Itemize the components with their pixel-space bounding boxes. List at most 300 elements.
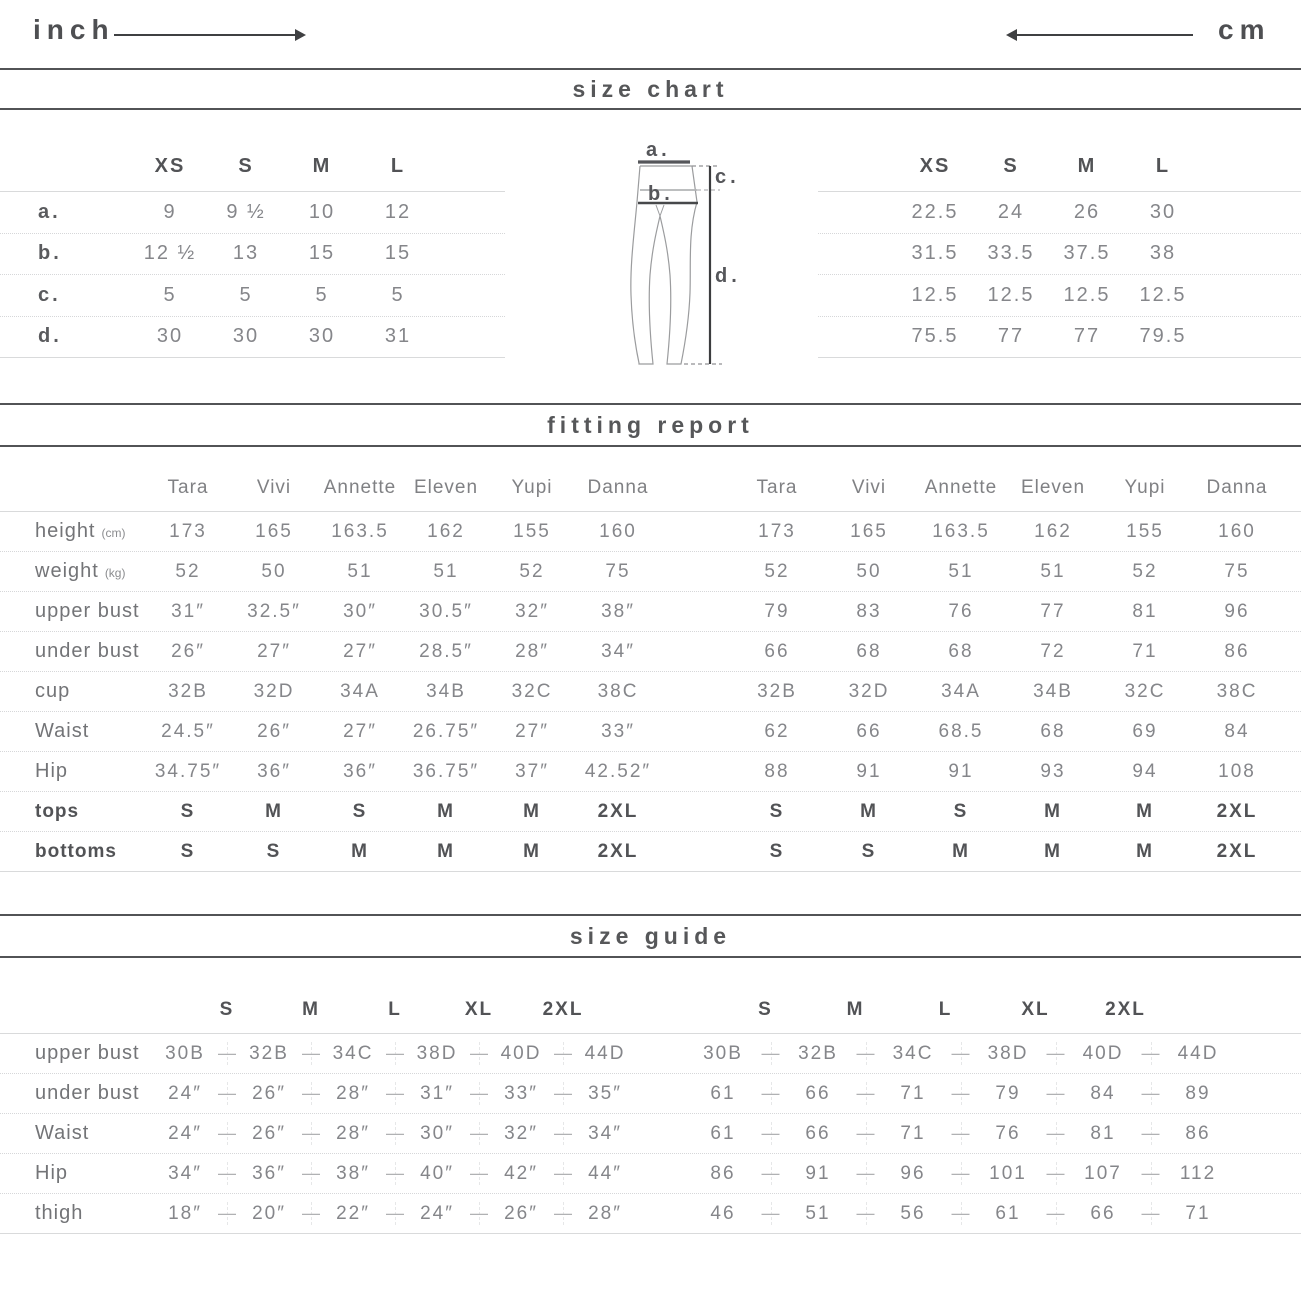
size-guide-inch-value: 30″ xyxy=(420,1122,454,1144)
range-dash xyxy=(748,1203,793,1224)
size-guide-row-label: under bust xyxy=(35,1082,140,1104)
model-name: Eleven xyxy=(413,477,479,498)
range-dash-glyph: — xyxy=(951,1163,970,1183)
fitting-report-inch-value: M xyxy=(523,840,541,862)
range-dash xyxy=(1128,1123,1173,1144)
size-guide-inch-value: 30B xyxy=(165,1042,205,1064)
fitting-report-cm-value: 66 xyxy=(856,720,882,742)
size-guide-cm-value: 66 xyxy=(805,1122,831,1144)
fitting-report-inch-value: 32″ xyxy=(515,600,549,622)
size-guide-inch-value: 38″ xyxy=(336,1162,370,1184)
size-chart-value: 5 xyxy=(239,283,253,306)
fitting-report-cm-value: M xyxy=(1136,800,1154,822)
fitting-report-inch-value: 163.5 xyxy=(331,520,389,542)
size-guide-row-label: Hip xyxy=(35,1162,69,1184)
fitting-report-inch-value: 26″ xyxy=(257,720,291,742)
fitting-report-row-label xyxy=(0,600,145,623)
range-dash-glyph: — xyxy=(1141,1043,1160,1063)
range-dash xyxy=(1033,1083,1078,1104)
fitting-report-row-label xyxy=(0,841,145,863)
fitting-report-cm-value: 160 xyxy=(1218,520,1256,542)
size-guide-cm-value: 71 xyxy=(1185,1202,1211,1224)
size-guide-cm-value: 79 xyxy=(995,1082,1021,1104)
range-dash-glyph: — xyxy=(1141,1123,1160,1143)
size-guide-size-header: 2XL xyxy=(542,999,584,1020)
range-dash-glyph: — xyxy=(386,1123,404,1143)
size-guide-cm-value: 76 xyxy=(995,1122,1021,1144)
fitting-report-section-bar xyxy=(0,403,1301,447)
range-dash xyxy=(843,1123,888,1144)
fitting-report-inch-value: 50 xyxy=(261,560,287,582)
range-dash xyxy=(938,1083,983,1104)
fitting-report-cm-value: 38C xyxy=(1216,680,1258,702)
size-guide-inch-value: 22″ xyxy=(336,1202,370,1224)
size-guide-row xyxy=(0,1194,1301,1234)
size-guide-size-header: XL xyxy=(1021,999,1050,1020)
range-dash-glyph: — xyxy=(302,1043,320,1063)
fitting-report-cm-value: 81 xyxy=(1132,600,1158,622)
size-guide-inch-value: 40″ xyxy=(420,1162,454,1184)
size-chart-value: 31.5 xyxy=(911,242,959,265)
range-dash xyxy=(1033,1043,1078,1064)
size-chart-row-label: a. xyxy=(38,200,61,223)
fitting-report-cm-value: 52 xyxy=(1132,560,1158,582)
fitting-report-cm-value: 32C xyxy=(1124,680,1166,702)
model-name: Eleven xyxy=(1020,477,1086,498)
size-chart-value: 79.5 xyxy=(1139,325,1187,348)
range-dash-glyph: — xyxy=(856,1123,875,1143)
diagram-label-a: a. xyxy=(646,139,671,161)
size-guide-size-header: L xyxy=(938,999,953,1020)
size-guide-section-bar xyxy=(0,914,1301,958)
size-guide-row-label: Waist xyxy=(35,1122,90,1144)
size-guide-cm-value: 40D xyxy=(1082,1042,1124,1064)
fitting-report-row-label xyxy=(0,801,145,823)
size-guide-size-header: XL xyxy=(464,999,494,1020)
range-dash xyxy=(210,1043,244,1064)
fitting-report-title: fitting report xyxy=(547,411,754,438)
range-dash xyxy=(938,1123,983,1144)
size-chart-value: 9 xyxy=(163,200,177,223)
fitting-report-inch-value: 30″ xyxy=(343,600,377,622)
size-chart-column-header: S xyxy=(238,155,254,177)
range-dash-glyph: — xyxy=(951,1043,970,1063)
fitting-report-inch-value: 34A xyxy=(340,680,380,702)
range-dash-glyph: — xyxy=(856,1043,875,1063)
size-chart-row xyxy=(0,192,505,234)
fitting-report-cm-value: 84 xyxy=(1224,720,1250,742)
size-guide-row-label: upper bust xyxy=(35,1042,140,1064)
size-guide-inch-value: 36″ xyxy=(252,1162,286,1184)
fitting-report-row xyxy=(0,832,1301,872)
range-dash xyxy=(1033,1123,1078,1144)
fitting-report-cm-value: 173 xyxy=(758,520,796,542)
fitting-report-cm-value: S xyxy=(953,800,969,822)
fitting-report-cm-value: 62 xyxy=(764,720,790,742)
range-dash-glyph: — xyxy=(554,1203,572,1223)
fitting-report-inch-value: 165 xyxy=(255,520,293,542)
size-chart-row xyxy=(818,317,1301,359)
size-guide-inch-value: 40D xyxy=(500,1042,542,1064)
fitting-report-inch-value: 38″ xyxy=(601,600,635,622)
fitting-report-row-label xyxy=(0,720,145,743)
fitting-report-inch-value: 51 xyxy=(433,560,459,582)
fitting-report-row-label xyxy=(0,640,145,663)
row-label-text: Hip xyxy=(35,760,69,782)
fitting-report-cm-value: 68.5 xyxy=(938,720,984,742)
range-dash-glyph: — xyxy=(951,1123,970,1143)
size-guide-cm-value: 71 xyxy=(900,1082,926,1104)
fitting-report-inch-value: 32B xyxy=(168,680,208,702)
range-dash-glyph: — xyxy=(386,1043,404,1063)
range-dash-glyph: — xyxy=(554,1043,572,1063)
range-dash-glyph: — xyxy=(761,1043,780,1063)
fitting-report-inch-value: 173 xyxy=(169,520,207,542)
size-chart-value: 12.5 xyxy=(1063,283,1111,306)
size-chart-column-header: L xyxy=(1155,155,1171,177)
model-name: Yupi xyxy=(511,477,553,498)
range-dash xyxy=(294,1203,328,1224)
size-guide-row xyxy=(0,1154,1301,1194)
fitting-report-inch-value: 32.5″ xyxy=(247,600,301,622)
size-guide-cm-value: 46 xyxy=(710,1202,736,1224)
fitting-report-cm-value: 2XL xyxy=(1216,800,1258,822)
size-chart-header-row xyxy=(0,120,505,192)
fitting-report-inch-value: 36″ xyxy=(257,760,291,782)
row-label-text: height xyxy=(35,520,96,542)
size-chart-value: 38 xyxy=(1149,242,1177,265)
fitting-report-cm-value: S xyxy=(861,840,877,862)
range-dash-glyph: — xyxy=(856,1163,875,1183)
size-chart-row xyxy=(0,317,505,359)
size-guide-cm-value: 30B xyxy=(703,1042,743,1064)
size-guide-cm-value: 44D xyxy=(1177,1042,1219,1064)
size-guide-inch-value: 24″ xyxy=(168,1122,202,1144)
size-chart-value: 24 xyxy=(997,200,1025,223)
fitting-report-inch-value: M xyxy=(437,800,455,822)
fitting-report-inch-value: S xyxy=(180,840,196,862)
range-dash xyxy=(748,1043,793,1064)
range-dash xyxy=(294,1083,328,1104)
fitting-report-inch-value: 30.5″ xyxy=(419,600,473,622)
fitting-report-inch-value: 26.75″ xyxy=(412,720,480,742)
range-dash-glyph: — xyxy=(554,1083,572,1103)
size-chart-value: 37.5 xyxy=(1063,242,1111,265)
range-dash xyxy=(546,1043,580,1064)
size-guide-inch-value: 34″ xyxy=(588,1122,622,1144)
range-dash xyxy=(294,1163,328,1184)
fitting-report-inch-value: 155 xyxy=(513,520,551,542)
fitting-report-cm-value: M xyxy=(1044,840,1062,862)
fitting-report-row-label xyxy=(0,680,145,703)
size-guide-cm-value: 84 xyxy=(1090,1082,1116,1104)
model-name: Tara xyxy=(167,477,209,498)
size-guide-inch-value: 44D xyxy=(584,1042,626,1064)
range-dash-glyph: — xyxy=(1046,1203,1065,1223)
fitting-report-inch-value: 160 xyxy=(599,520,637,542)
size-guide-inch-value: 42″ xyxy=(504,1162,538,1184)
fitting-report-cm-value: 52 xyxy=(764,560,790,582)
fitting-report-cm-value: 75 xyxy=(1224,560,1250,582)
fitting-report-cm-value: 51 xyxy=(948,560,974,582)
fitting-report-inch-value: 24.5″ xyxy=(161,720,215,742)
fitting-report-inch-value: S xyxy=(352,800,368,822)
range-dash xyxy=(378,1083,412,1104)
fitting-report-inch-value: 37″ xyxy=(515,760,549,782)
fitting-report-inch-value: S xyxy=(180,800,196,822)
range-dash-glyph: — xyxy=(1046,1043,1065,1063)
size-guide-row xyxy=(0,1074,1301,1114)
fitting-report-cm-value: 50 xyxy=(856,560,882,582)
fitting-report-inch-value: 34″ xyxy=(601,640,635,662)
size-guide-inch-value: 44″ xyxy=(588,1162,622,1184)
size-guide-inch-value: 34C xyxy=(332,1042,374,1064)
fitting-report-inch-value: M xyxy=(437,840,455,862)
size-chart-row xyxy=(818,275,1301,317)
size-guide-cm-value: 51 xyxy=(805,1202,831,1224)
fitting-report-row xyxy=(0,632,1301,672)
fitting-report-cm-value: M xyxy=(1044,800,1062,822)
range-dash xyxy=(378,1203,412,1224)
size-chart-value: 77 xyxy=(997,325,1025,348)
size-chart-row-label: c. xyxy=(38,283,61,306)
range-dash-glyph: — xyxy=(302,1123,320,1143)
fitting-report-cm-value: M xyxy=(860,800,878,822)
range-dash-glyph: — xyxy=(1046,1163,1065,1183)
range-dash xyxy=(546,1123,580,1144)
size-guide-size-header: 2XL xyxy=(1105,999,1146,1020)
range-dash xyxy=(1033,1163,1078,1184)
size-chart-value: 5 xyxy=(163,283,177,306)
fitting-report-cm-value: 51 xyxy=(1040,560,1066,582)
size-guide-cm-value: 56 xyxy=(900,1202,926,1224)
fitting-report-cm-value: 68 xyxy=(856,640,882,662)
range-dash-glyph: — xyxy=(218,1203,236,1223)
range-dash-glyph: — xyxy=(470,1043,488,1063)
fitting-report-cm-value: 94 xyxy=(1132,760,1158,782)
range-dash xyxy=(938,1163,983,1184)
model-name: Annette xyxy=(323,477,397,498)
size-chart-value: 33.5 xyxy=(987,242,1035,265)
fitting-report-inch-value: 51 xyxy=(347,560,373,582)
size-chart-row-label: d. xyxy=(38,325,62,348)
fitting-report-inch-value: M xyxy=(523,800,541,822)
model-name: Yupi xyxy=(1124,477,1166,498)
size-chart-column-header: M xyxy=(1077,155,1097,177)
size-chart-value: 75.5 xyxy=(911,325,959,348)
range-dash-glyph: — xyxy=(1141,1083,1160,1103)
range-dash-glyph: — xyxy=(218,1043,236,1063)
fitting-report-inch-value: 75 xyxy=(605,560,631,582)
size-guide-cm-value: 32B xyxy=(798,1042,838,1064)
size-guide-row-label: thigh xyxy=(35,1202,84,1224)
size-chart-value: 30 xyxy=(308,325,336,348)
fitting-report-row-label xyxy=(0,520,145,543)
fitting-report-cm-value: 88 xyxy=(764,760,790,782)
range-dash xyxy=(210,1203,244,1224)
size-guide-inch-value: 20″ xyxy=(252,1202,286,1224)
fitting-report-cm-value: 91 xyxy=(948,760,974,782)
range-dash xyxy=(378,1043,412,1064)
size-chart-value: 30 xyxy=(156,325,184,348)
size-guide-cm-value: 61 xyxy=(710,1122,736,1144)
size-guide-inch-value: 32B xyxy=(249,1042,289,1064)
range-dash-glyph: — xyxy=(218,1123,236,1143)
fitting-report-inch-value: 28″ xyxy=(515,640,549,662)
range-dash xyxy=(843,1083,888,1104)
fitting-report-cm-value: 108 xyxy=(1218,760,1256,782)
fitting-report-cm-value: 96 xyxy=(1224,600,1250,622)
fitting-report-cm-value: 79 xyxy=(764,600,790,622)
size-guide-cm-value: 81 xyxy=(1090,1122,1116,1144)
size-chart-column-header: M xyxy=(312,155,332,177)
size-guide-inch-value: 32″ xyxy=(504,1122,538,1144)
size-guide-table xyxy=(0,982,1301,1234)
range-dash-glyph: — xyxy=(302,1203,320,1223)
size-chart-value: 13 xyxy=(232,242,260,265)
size-chart-column-header: XS xyxy=(919,155,951,177)
size-chart-column-header: XS xyxy=(154,155,186,177)
size-guide-cm-value: 71 xyxy=(900,1122,926,1144)
row-label-unit: (kg) xyxy=(104,566,126,580)
range-dash xyxy=(462,1123,496,1144)
range-dash xyxy=(1128,1163,1173,1184)
fitting-report-inch-value: M xyxy=(265,800,283,822)
range-dash xyxy=(462,1043,496,1064)
row-label-text: under bust xyxy=(35,640,140,662)
size-chart-value: 5 xyxy=(315,283,329,306)
size-guide-inch-value: 28″ xyxy=(588,1202,622,1224)
size-chart-row xyxy=(818,192,1301,234)
range-dash xyxy=(843,1163,888,1184)
range-dash-glyph: — xyxy=(761,1203,780,1223)
fitting-report-cm-value: 93 xyxy=(1040,760,1066,782)
fitting-report-inch-value: 42.52″ xyxy=(584,760,652,782)
size-chart-row xyxy=(818,234,1301,276)
size-guide-cm-value: 86 xyxy=(710,1162,736,1184)
fitting-report-row xyxy=(0,512,1301,552)
range-dash-glyph: — xyxy=(761,1123,780,1143)
size-guide-cm-value: 38D xyxy=(987,1042,1029,1064)
fitting-report-cm-value: 2XL xyxy=(1216,840,1258,862)
size-chart-column-header: S xyxy=(1003,155,1019,177)
fitting-report-table xyxy=(0,458,1301,872)
size-guide-cm-value: 107 xyxy=(1084,1162,1122,1184)
size-chart-value: 30 xyxy=(232,325,260,348)
range-dash-glyph: — xyxy=(856,1083,875,1103)
size-guide-inch-value: 28″ xyxy=(336,1082,370,1104)
fitting-report-cm-value: 69 xyxy=(1132,720,1158,742)
diagram-label-c: c. xyxy=(715,166,740,188)
range-dash-glyph: — xyxy=(951,1083,970,1103)
size-guide-header-row xyxy=(0,982,1301,1034)
model-name: Danna xyxy=(1206,477,1268,498)
model-name: Tara xyxy=(756,477,798,498)
range-dash xyxy=(546,1163,580,1184)
fitting-report-inch-value: 34.75″ xyxy=(154,760,222,782)
size-guide-inch-value: 24″ xyxy=(168,1082,202,1104)
fitting-report-inch-value: 52 xyxy=(175,560,201,582)
size-chart-inch-table xyxy=(0,120,505,358)
range-dash-glyph: — xyxy=(1141,1203,1160,1223)
range-dash-glyph: — xyxy=(386,1203,404,1223)
fitting-report-inch-value: 27″ xyxy=(343,720,377,742)
fitting-report-inch-value: 2XL xyxy=(597,840,639,862)
size-chart-value: 22.5 xyxy=(911,200,959,223)
model-name: Vivi xyxy=(256,477,292,498)
row-label-text: Waist xyxy=(35,720,90,742)
size-chart-header-row xyxy=(818,120,1301,192)
fitting-report-inch-value: 26″ xyxy=(171,640,205,662)
size-chart-value: 12.5 xyxy=(1139,283,1187,306)
size-guide-cm-value: 66 xyxy=(805,1082,831,1104)
range-dash-glyph: — xyxy=(951,1203,970,1223)
range-dash-glyph: — xyxy=(470,1163,488,1183)
size-guide-inch-value: 33″ xyxy=(504,1082,538,1104)
range-dash-glyph: — xyxy=(302,1083,320,1103)
size-guide-inch-value: 26″ xyxy=(504,1202,538,1224)
fitting-report-cm-value: S xyxy=(769,840,785,862)
range-dash xyxy=(1128,1083,1173,1104)
range-dash-glyph: — xyxy=(554,1123,572,1143)
size-guide-title: size guide xyxy=(569,922,732,949)
fitting-report-row xyxy=(0,752,1301,792)
size-guide-cm-value: 66 xyxy=(1090,1202,1116,1224)
size-chart-value: 77 xyxy=(1073,325,1101,348)
size-chart-row-label: b. xyxy=(38,242,62,265)
fitting-report-inch-value: 27″ xyxy=(257,640,291,662)
size-guide-size-header: S xyxy=(219,999,235,1020)
range-dash-glyph: — xyxy=(470,1083,488,1103)
fitting-report-cm-value: M xyxy=(952,840,970,862)
size-chart-row xyxy=(0,275,505,317)
row-label-text: bottoms xyxy=(35,840,117,862)
row-label-text: upper bust xyxy=(35,600,140,622)
range-dash-glyph: — xyxy=(761,1163,780,1183)
range-dash xyxy=(462,1203,496,1224)
size-guide-inch-value: 26″ xyxy=(252,1082,286,1104)
size-guide-inch-value: 31″ xyxy=(420,1082,454,1104)
range-dash-glyph: — xyxy=(1046,1123,1065,1143)
fitting-report-inch-value: 2XL xyxy=(597,800,639,822)
size-guide-inch-value: 34″ xyxy=(168,1162,202,1184)
fitting-report-cm-value: 34A xyxy=(941,680,981,702)
cm-unit-label: cm xyxy=(1218,14,1271,45)
size-guide-cm-value: 89 xyxy=(1185,1082,1211,1104)
fitting-report-cm-value: 163.5 xyxy=(932,520,990,542)
fitting-report-cm-value: 91 xyxy=(856,760,882,782)
fitting-report-inch-value: 36.75″ xyxy=(412,760,480,782)
size-guide-cm-value: 61 xyxy=(710,1082,736,1104)
fitting-report-inch-value: 27″ xyxy=(515,720,549,742)
fitting-report-cm-value: 83 xyxy=(856,600,882,622)
fitting-report-inch-value: 31″ xyxy=(171,600,205,622)
range-dash-glyph: — xyxy=(302,1163,320,1183)
fitting-report-inch-value: M xyxy=(351,840,369,862)
fitting-report-cm-value: 165 xyxy=(850,520,888,542)
row-label-text: weight xyxy=(35,560,99,582)
size-guide-row xyxy=(0,1114,1301,1154)
fitting-report-cm-value: 76 xyxy=(948,600,974,622)
inch-arrow-right-icon xyxy=(112,24,307,46)
range-dash xyxy=(546,1203,580,1224)
size-guide-size-header: M xyxy=(302,999,320,1020)
size-guide-inch-value: 24″ xyxy=(420,1202,454,1224)
size-chart-cm-table xyxy=(818,120,1301,358)
range-dash-glyph: — xyxy=(218,1083,236,1103)
size-guide-size-header: L xyxy=(388,999,402,1020)
size-chart-value: 12.5 xyxy=(911,283,959,306)
